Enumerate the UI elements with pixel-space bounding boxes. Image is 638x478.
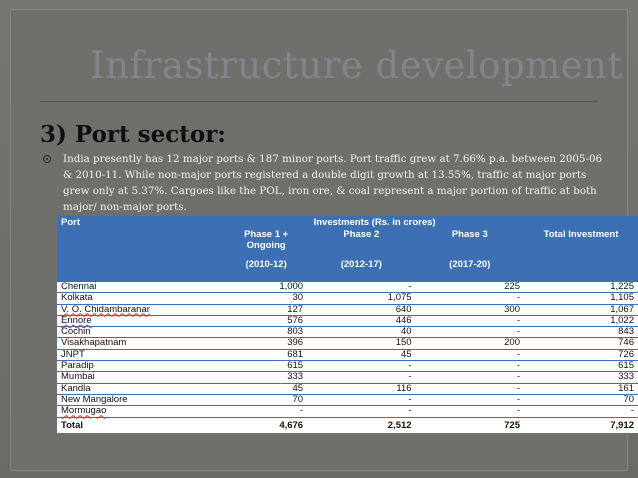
table-header-row <box>57 216 638 229</box>
table-row: Ennore 576 446 - 1,022 <box>57 315 638 326</box>
header-phase2: Phase 2 <box>343 229 380 240</box>
header-total: Total Investment <box>543 229 619 240</box>
table-row: Mumbai 333 - - 333 <box>57 372 638 383</box>
header-investments: Investments (Rs. in crores) <box>313 217 436 228</box>
slide-title: Infrastructure development <box>90 44 623 87</box>
header-period2: (2012-17) <box>340 259 382 270</box>
table-row: Mormugao - - - - <box>57 406 638 417</box>
table-row: Chennai 1,000 - 225 1,225 <box>57 282 638 293</box>
table-row: Cochin 803 40 - 843 <box>57 327 638 338</box>
section-heading: 3) Port sector: <box>40 121 226 148</box>
table-row: Paradip 615 - - 615 <box>57 361 638 372</box>
table-total-row: Total 4,676 2,512 725 7,912 <box>57 417 638 433</box>
table-row: JNPT 681 45 - 726 <box>57 349 638 360</box>
header-phase1: Phase 1 + <box>244 229 289 240</box>
header-period1: (2010-12) <box>245 259 287 270</box>
table-row: New Mangalore 70 - - 70 <box>57 394 638 405</box>
table-row: Visakhapatnam 396 150 200 746 <box>57 338 638 349</box>
header-phase1-ongoing: Ongoing <box>246 240 286 251</box>
header-phase3: Phase 3 <box>451 229 488 240</box>
bullet-icon <box>43 155 51 163</box>
table-row: Kolkata 30 1,075 - 1,105 <box>57 293 638 304</box>
table-row: Kandla 45 116 - 161 <box>57 383 638 394</box>
table-row: V. O. Chidambaranar 127 640 300 1,067 <box>57 304 638 315</box>
bullet-text: India presently has 12 major ports & 187 minor ports. Port traffic grew at 7.66% p.a. between 2005-06 & 2010-11. While non-major ports registered a double digit growth at 13.55%, traffic at major ports grew only at 5.37%. Cargoes like the POL, iron ore, & coal represent a major portion of traffic at both major/ non-major ports. <box>63 153 603 213</box>
header-port: Port <box>61 217 80 228</box>
header-period3: (2017-20) <box>449 259 491 270</box>
investment-table <box>57 216 638 433</box>
title-divider <box>40 101 598 102</box>
